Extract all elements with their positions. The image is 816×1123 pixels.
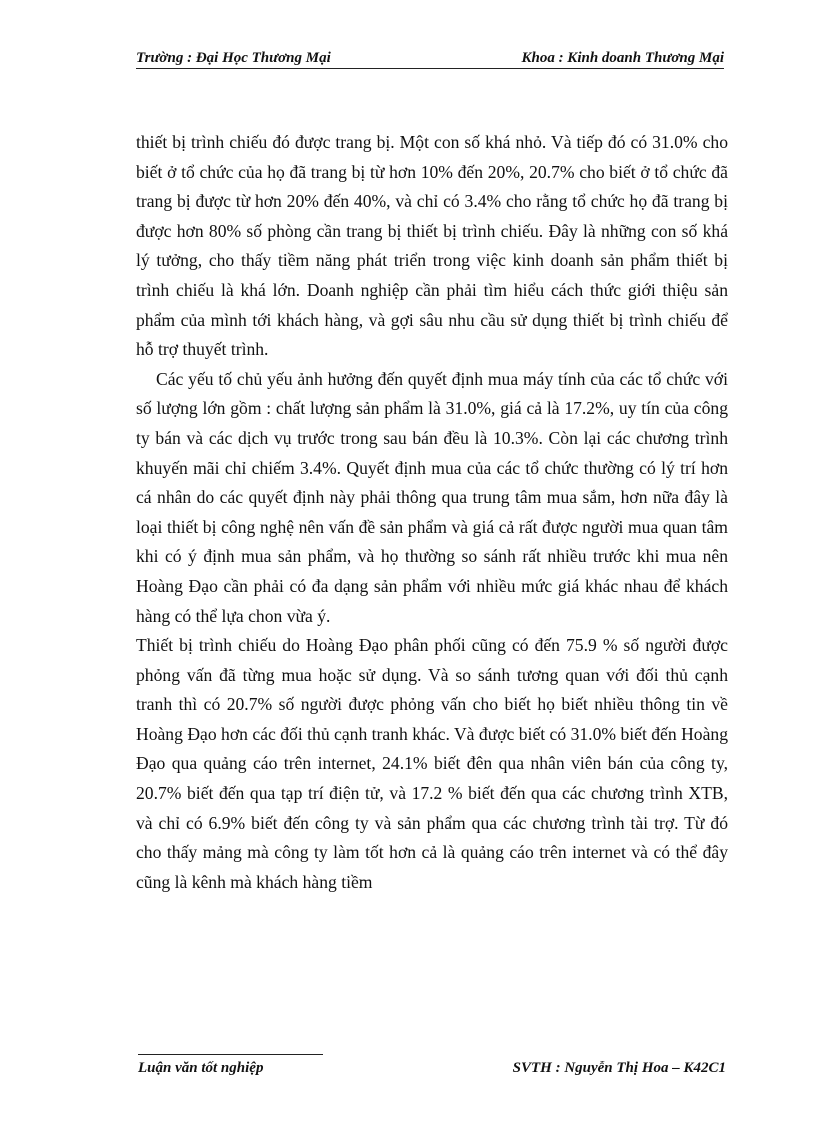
- footer-thesis-label: Luận văn tốt nghiệp: [138, 1060, 264, 1076]
- paragraph-3: Thiết bị trình chiếu do Hoàng Đạo phân phối cũng có đến 75.9 % số người được phỏng vấn đã từng mua hoặc sử dụng. Và so sánh tương quan với đối thủ cạnh tranh thì có 20.7% số người được phỏng vấn cho biết họ biết nhiều thông tin về Hoàng Đạo hơn các đối thủ cạnh tranh khác. Và được biết có 31.0% biết đến Hoàng Đạo qua quảng cáo trên internet, 24.1% biết đên qua nhân viên bán của công ty, 20.7% biết đến qua tạp trí điện tử, và 17.2 % biết đến qua các chương trình XTB, và chỉ có 6.9% biết đến công ty và sản phẩm qua các chương trình tài trợ. Từ đó cho thấy mảng mà công ty làm tốt hơn cả là quảng cáo trên internet và có thể đây cũng là kênh mà khách hàng tiềm: [136, 635, 728, 892]
- footer-student: SVTH : Nguyễn Thị Hoa – K42C1: [512, 1060, 726, 1076]
- page-footer: [138, 1058, 726, 1078]
- header-school: Trường : Đại Học Thương Mại: [136, 50, 331, 66]
- paragraph-2: Các yếu tố chủ yếu ảnh hưởng đến quyết định mua máy tính của các tổ chức với số lượng lớn gồm : chất lượng sản phẩm là 31.0%, giá cả là 17.2%, uy tín của công ty bán và các dịch vụ trước trong sau bán đều là 10.3%. Còn lại các chương trình khuyến mãi chỉ chiếm 3.4%. Quyết định mua của các tổ chức thường có lý trí hơn cá nhân do các quyết định này phải thông qua trung tâm mua sắm, hơn nữa đây là loại thiết bị công nghệ nên vấn đề sản phẩm và giá cả rất được người mua quan tâm khi có ý định mua sản phẩm, và họ thường so sánh rất nhiều trước khi mua nên Hoàng Đạo cần phải có đa dạng sản phẩm với nhiều mức giá khác nhau để khách hàng có thể lựa chon vừa ý.: [136, 368, 728, 626]
- paragraph-1: thiết bị trình chiếu đó được trang bị. Một con số khá nhỏ. Và tiếp đó có 31.0% cho biết ở tổ chức của họ đã trang bị từ hơn 10% đến 20%, 20.7% cho biết ở tổ chức đã trang bị được từ hơn 20% đến 40%, và chỉ có 3.4% cho rằng tổ chức họ đã trang bị được hơn 80% số phòng cần trang bị thiết bị trình chiếu. Đây là những con số khá lý tưởng, cho thấy tiềm năng phát triển trong việc kinh doanh sản phẩm thiết bị trình chiếu là khá lớn. Doanh nghiệp cần phải tìm hiểu cách thức giới thiệu sản phẩm của mình tới khách hàng, và gợi sâu nhu cầu sử dụng thiết bị trình chiếu để hỗ trợ thuyết trình.: [136, 132, 728, 360]
- footer-rule: [138, 1054, 323, 1055]
- page-header: [136, 48, 724, 69]
- document-body: [136, 128, 728, 897]
- header-faculty: Khoa : Kinh doanh Thương Mại: [521, 50, 724, 66]
